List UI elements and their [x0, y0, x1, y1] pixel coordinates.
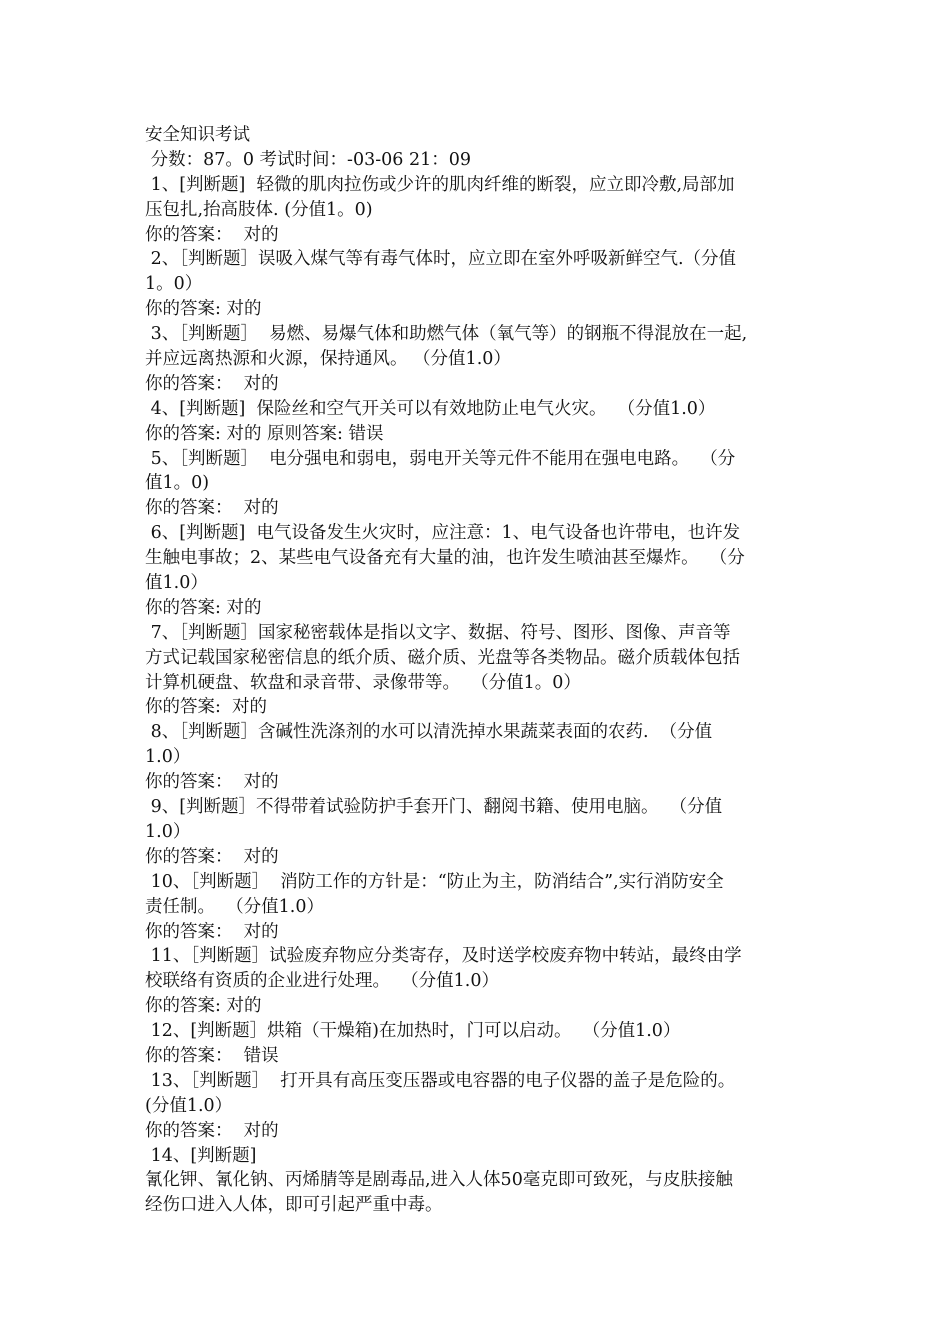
document-line: 你的答案： 错误 [145, 1045, 279, 1066]
document-line: 1.0） [145, 821, 191, 842]
document-line: 4、[判断题] 保险丝和空气开关可以有效地防止电气火灾。 （分值1.0） [145, 398, 716, 419]
document-line: 你的答案： 对的 [145, 846, 279, 867]
document-title: 安全知识考试 [145, 125, 250, 145]
document-line: 值1。0) [145, 473, 210, 494]
document-line: 计算机硬盘、软盘和录音带、录像带等。 （分值1。0） [145, 672, 581, 693]
document-line: 校联络有资质的企业进行处理。 （分值1.0） [145, 971, 499, 992]
document-line: 你的答案: 对的 [145, 299, 262, 320]
document-line: 值1.0） [145, 573, 208, 594]
document-line: 13、［判断题］ 打开具有高压变压器或电容器的电子仪器的盖子是危险的。 [145, 1070, 736, 1091]
score-and-time: 分数：87。0 考试时间：-03-06 21：09 [145, 149, 471, 170]
document-line: 你的答案： 对的 [145, 921, 279, 942]
document-line: 压包扎,抬高肢体. (分值1。0) [145, 199, 373, 220]
question-list [145, 173, 817, 1218]
document-line: 你的答案: 对的 原则答案: 错误 [145, 423, 384, 444]
document-line: 你的答案: 对的 [145, 597, 262, 618]
document-line: 9、[判断题］不得带着试验防护手套开门、翻阅书籍、使用电脑。 （分值 [145, 797, 723, 818]
document-line: 你的答案： 对的 [145, 224, 279, 245]
document-line: 责任制。 （分值1.0） [145, 896, 324, 917]
exam-document [145, 123, 817, 1218]
document-line: 14、[判断题] [145, 1145, 257, 1166]
document-line: 6、[判断题] 电气设备发生火灾时，应注意：1、电气设备也许带电，也许发 [145, 523, 741, 544]
document-line: 并应远离热源和火源，保持通风。 （分值1.0） [145, 349, 511, 370]
document-line: 你的答案: 对的 [145, 697, 268, 718]
document-line: 5、［判断题］ 电分强电和弱电，弱电开关等元件不能用在强电电路。 （分 [145, 448, 736, 469]
document-line: 3、［判断题］ 易燃、易爆气体和助燃气体（氧气等）的钢瓶不得混放在一起, [145, 324, 748, 345]
document-line: 7、［判断题］国家秘密载体是指以文字、数据、符号、图形、图像、声音等 [145, 622, 731, 643]
document-line: 你的答案： 对的 [145, 373, 279, 394]
document-line: 2、［判断题］误吸入煤气等有毒气体时，应立即在室外呼吸新鲜空气.（分值 [145, 249, 737, 270]
document-line: 你的答案： 对的 [145, 498, 279, 519]
document-line: 8、［判断题］含碱性洗涤剂的水可以清洗掉水果蔬菜表面的农药. （分值 [145, 722, 713, 743]
document-line: 12、[判断题］烘箱（干燥箱)在加热时，门可以启动。 （分值1.0） [145, 1021, 681, 1042]
document-line: 11、［判断题］试验废弃物应分类寄存，及时送学校废弃物中转站，最终由学 [145, 946, 742, 967]
document-line: 方式记载国家秘密信息的纸介质、磁介质、光盘等各类物品。磁介质载体包括 [145, 647, 740, 668]
document-line: 氰化钾、氰化钠、丙烯腈等是剧毒品,进入人体50毫克即可致死，与皮肤接触 [145, 1170, 733, 1191]
document-line: 你的答案： 对的 [145, 772, 279, 793]
document-line: 1。0） [145, 274, 203, 295]
document-line: (分值1.0） [145, 1095, 233, 1116]
document-line: 经伤口进入人体，即可引起严重中毒。 [145, 1195, 443, 1216]
document-line: 1、[判断题] 轻微的肌肉拉伤或少许的肌肉纤维的断裂，应立即冷敷,局部加 [145, 174, 735, 195]
document-line: 10、［判断题］ 消防工作的方针是：“防止为主，防消结合”,实行消防安全 [145, 871, 724, 892]
document-line: 1.0） [145, 747, 191, 768]
document-line: 你的答案: 对的 [145, 996, 262, 1017]
document-line: 生触电事故；2、某些电气设备充有大量的油，也许发生喷油甚至爆炸。 （分 [145, 548, 745, 569]
document-line: 你的答案： 对的 [145, 1120, 279, 1141]
